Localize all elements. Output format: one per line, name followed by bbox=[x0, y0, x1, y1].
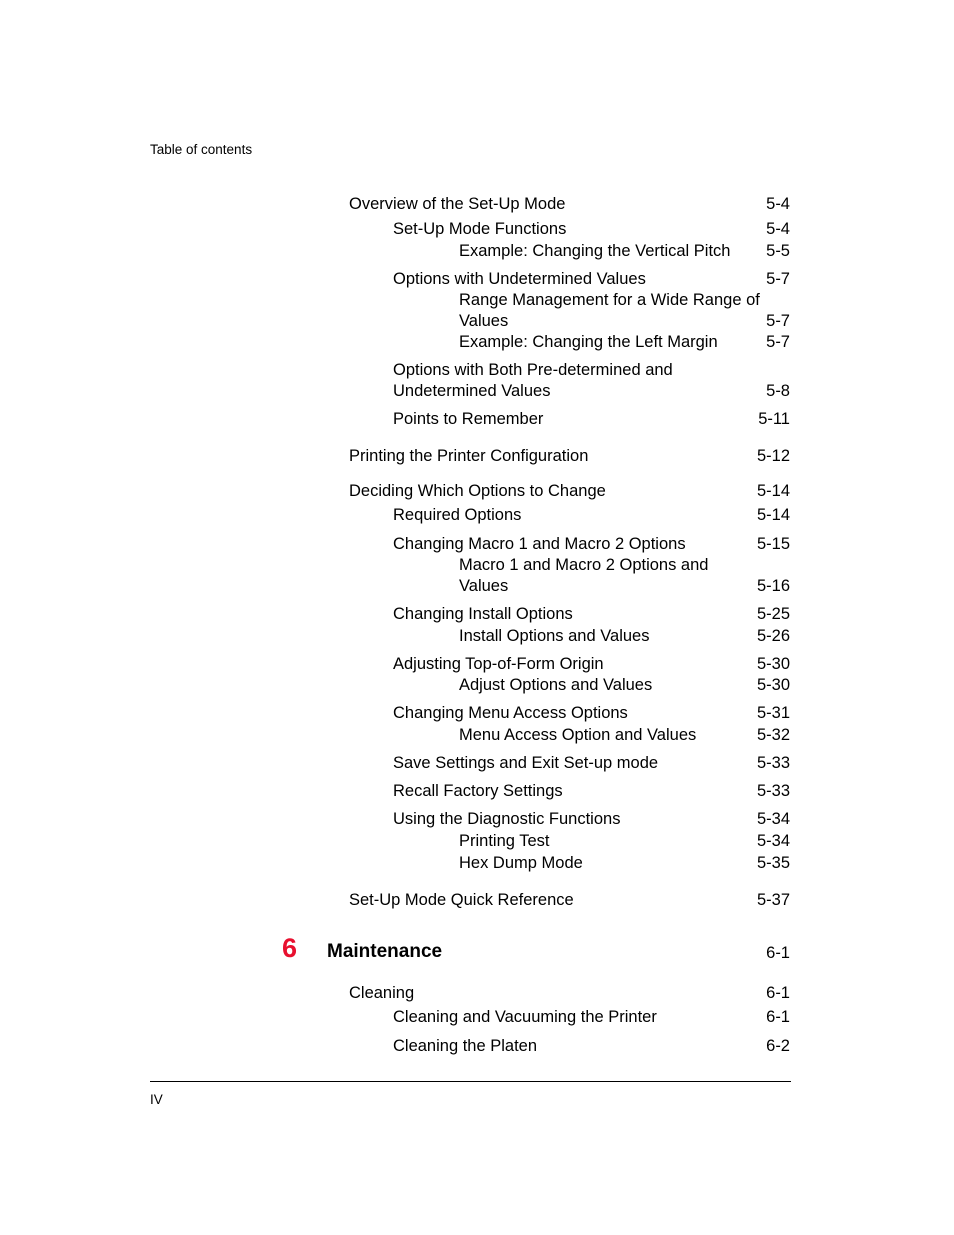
toc-entry-page: 5-26 bbox=[756, 627, 790, 645]
toc-entry-page: 5-33 bbox=[756, 782, 790, 800]
toc-entry-page: 6-1 bbox=[766, 984, 790, 1002]
toc-entry-title[interactable]: Options with Both Pre-determined and bbox=[393, 361, 673, 379]
toc-entry-title[interactable]: Options with Undetermined Values bbox=[393, 270, 646, 288]
toc-entry-title[interactable]: Printing Test bbox=[459, 832, 550, 850]
toc-entry-title[interactable]: Points to Remember bbox=[393, 410, 544, 428]
toc-entry-title[interactable]: Changing Install Options bbox=[393, 605, 573, 623]
toc-entry-title[interactable]: Menu Access Option and Values bbox=[459, 726, 697, 744]
toc-entry-page: 5-11 bbox=[758, 410, 790, 428]
toc-entry-title[interactable]: Required Options bbox=[393, 506, 522, 524]
toc-entry-title[interactable]: Range Management for a Wide Range of bbox=[459, 291, 760, 309]
toc-entry-page: 5-31 bbox=[756, 704, 790, 722]
toc-entry-title[interactable]: Set-Up Mode Functions bbox=[393, 220, 567, 238]
toc-entry-title[interactable]: Save Settings and Exit Set-up mode bbox=[393, 754, 659, 772]
toc-entry-title[interactable]: Adjust Options and Values bbox=[459, 676, 653, 694]
toc-entry-title[interactable]: Recall Factory Settings bbox=[393, 782, 563, 800]
toc-entry-page: 5-7 bbox=[766, 333, 790, 351]
running-head: Table of contents bbox=[150, 142, 253, 157]
toc-entry-page: 5-37 bbox=[756, 891, 790, 909]
toc-entry-page: 5-15 bbox=[756, 535, 790, 553]
footer-rule bbox=[150, 1081, 791, 1082]
toc-entry-title[interactable]: Using the Diagnostic Functions bbox=[393, 810, 621, 828]
toc-entry-page: 5-30 bbox=[756, 655, 790, 673]
toc-entry-page: 6-1 bbox=[766, 1008, 790, 1026]
toc-entry-title[interactable]: Changing Menu Access Options bbox=[393, 704, 628, 722]
toc-entry-title[interactable]: Values bbox=[459, 577, 509, 595]
toc-entry-title[interactable]: Values bbox=[459, 312, 509, 330]
toc-entry-page: 5-25 bbox=[756, 605, 790, 623]
toc-entry-page: 5-14 bbox=[756, 482, 790, 500]
toc-entry-page: 5-35 bbox=[756, 854, 790, 872]
toc-entry-title[interactable]: Hex Dump Mode bbox=[459, 854, 583, 872]
toc-entry-title[interactable]: Example: Changing the Vertical Pitch bbox=[459, 242, 731, 260]
toc-entry-title[interactable]: Cleaning bbox=[349, 984, 415, 1002]
toc-entry-title[interactable]: Adjusting Top-of-Form Origin bbox=[393, 655, 604, 673]
toc-entry-page: 5-4 bbox=[766, 195, 790, 213]
chapter-page: 6-1 bbox=[766, 944, 790, 962]
toc-entry-page: 5-16 bbox=[756, 577, 790, 595]
toc-entry-page: 5-12 bbox=[756, 447, 790, 465]
toc-entry-title[interactable]: Printing the Printer Configuration bbox=[349, 447, 589, 465]
toc-entry-title[interactable]: Changing Macro 1 and Macro 2 Options bbox=[393, 535, 686, 553]
toc-entry-title[interactable]: Deciding Which Options to Change bbox=[349, 482, 606, 500]
toc-entry-page: 6-2 bbox=[766, 1037, 790, 1055]
toc-entry-title[interactable]: Set-Up Mode Quick Reference bbox=[349, 891, 574, 909]
page-folio: IV bbox=[150, 1092, 163, 1107]
toc-entry-page: 5-5 bbox=[766, 242, 790, 260]
toc-entry-page: 5-30 bbox=[756, 676, 790, 694]
toc-entry-title[interactable]: Example: Changing the Left Margin bbox=[459, 333, 718, 351]
toc-entry-page: 5-7 bbox=[766, 270, 790, 288]
chapter-title[interactable]: Maintenance bbox=[327, 941, 443, 962]
toc-entry-page: 5-32 bbox=[756, 726, 790, 744]
toc-entry-title[interactable]: Cleaning the Platen bbox=[393, 1037, 538, 1055]
toc-entry-title[interactable]: Macro 1 and Macro 2 Options and bbox=[459, 556, 709, 574]
toc-entry-page: 5-34 bbox=[756, 810, 790, 828]
toc-entry-title[interactable]: Install Options and Values bbox=[459, 627, 650, 645]
toc-entry-page: 5-8 bbox=[766, 382, 790, 400]
toc-entry-page: 5-34 bbox=[756, 832, 790, 850]
toc-entry-page: 5-14 bbox=[756, 506, 790, 524]
toc-entry-title[interactable]: Undetermined Values bbox=[393, 382, 551, 400]
toc-entry-page: 5-33 bbox=[756, 754, 790, 772]
toc-entry-page: 5-7 bbox=[766, 312, 790, 330]
toc-entry-title[interactable]: Cleaning and Vacuuming the Printer bbox=[393, 1008, 657, 1026]
chapter-number: 6 bbox=[282, 933, 298, 963]
toc-entry-page: 5-4 bbox=[766, 220, 790, 238]
toc-entry-title[interactable]: Overview of the Set-Up Mode bbox=[349, 195, 566, 213]
